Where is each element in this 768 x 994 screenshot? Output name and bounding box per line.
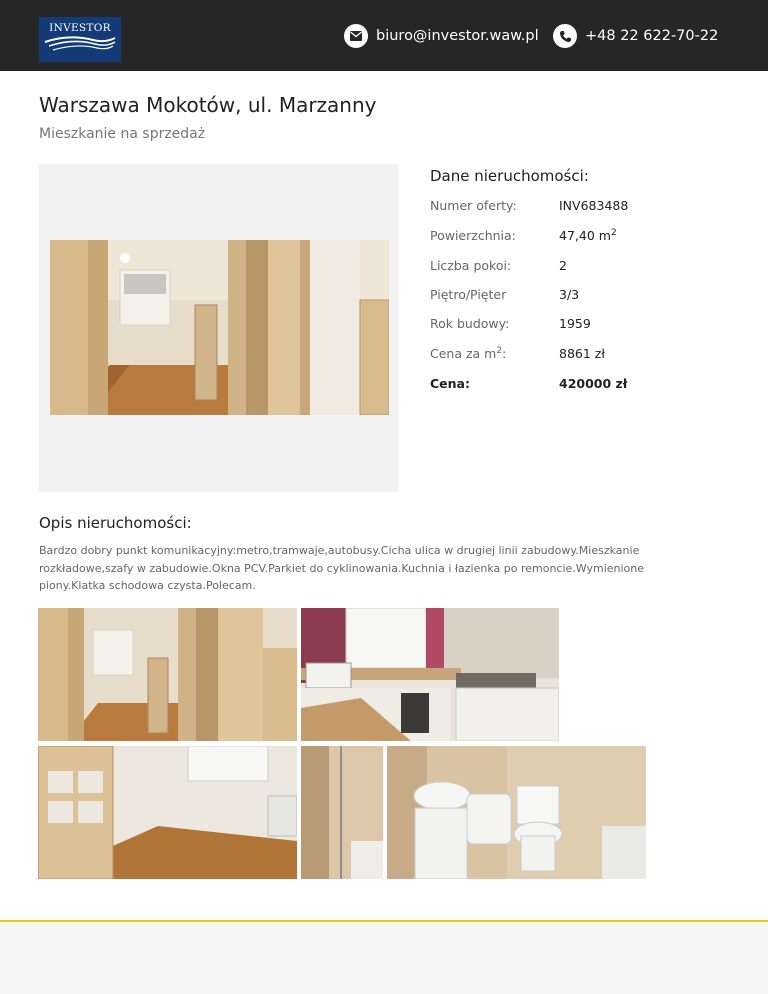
phone-contact[interactable]: [553, 23, 718, 49]
detail-value: 2: [559, 258, 567, 273]
gallery-photo-bedroom[interactable]: [38, 746, 297, 879]
detail-row-year-built: [430, 316, 730, 336]
page-title: Warszawa Mokotów, ul. Marzanny: [39, 93, 377, 117]
email-link[interactable]: biuro@investor.waw.pl: [376, 28, 539, 44]
main-photo-frame: [39, 164, 399, 492]
detail-label: Powierzchnia:: [430, 228, 516, 243]
gallery-photo-bathroom[interactable]: [387, 746, 646, 879]
detail-row-floor: [430, 287, 730, 307]
details-heading: Dane nieruchomości:: [430, 167, 589, 185]
gallery-photo-kitchen[interactable]: [301, 608, 559, 741]
detail-value: 1959: [559, 316, 591, 331]
page-subtitle: Mieszkanie na sprzedaż: [39, 126, 206, 142]
phone-link[interactable]: +48 22 622-70-22: [585, 28, 719, 44]
gallery-photo-room[interactable]: [38, 608, 297, 741]
detail-value: 47,40 $m^2$: [559, 228, 617, 244]
site-header: [0, 0, 768, 71]
detail-value: 420000 zł: [559, 376, 628, 391]
logo-wave-icon: [39, 34, 121, 54]
detail-row-offer-number: [430, 198, 730, 218]
site-footer: [0, 922, 768, 994]
detail-label: Cena za $m^2$:: [430, 346, 507, 362]
detail-row-area: [430, 228, 730, 248]
description-text: Bardzo dobry punkt komunikacyjny:metro,tramwaje,autobusy.Cicha ulica w drugiej linii zabudowy.Mieszkanie rozkładowe,szafy w zabudowie.Okna PCV.Parkiet do cyklinowania.Kuchnia i łazienka po remoncie.Wymienione piony.Klatka schodowa czysta.Polecam.: [39, 544, 645, 592]
main-photo[interactable]: [50, 240, 389, 415]
investor-logo[interactable]: [39, 17, 121, 62]
detail-label: Piętro/Pięter: [430, 287, 507, 302]
detail-value: 8861 zł: [559, 346, 605, 361]
gallery-photo-shower[interactable]: [301, 746, 383, 879]
detail-label: Numer oferty:: [430, 198, 517, 213]
detail-row-rooms: [430, 258, 730, 278]
phone-icon: [553, 24, 577, 48]
detail-row-price: [430, 376, 730, 396]
detail-label: Rok budowy:: [430, 316, 510, 331]
detail-label: Liczba pokoi:: [430, 258, 512, 273]
detail-row-price-per-m2: [430, 346, 730, 366]
logo-text: INVESTOR: [49, 22, 111, 34]
envelope-icon: [344, 24, 368, 48]
email-contact[interactable]: [344, 23, 539, 49]
detail-value: 3/3: [559, 287, 580, 302]
detail-value: INV683488: [559, 198, 629, 213]
detail-label: Cena:: [430, 376, 470, 391]
description-heading: Opis nieruchomości:: [39, 514, 192, 532]
